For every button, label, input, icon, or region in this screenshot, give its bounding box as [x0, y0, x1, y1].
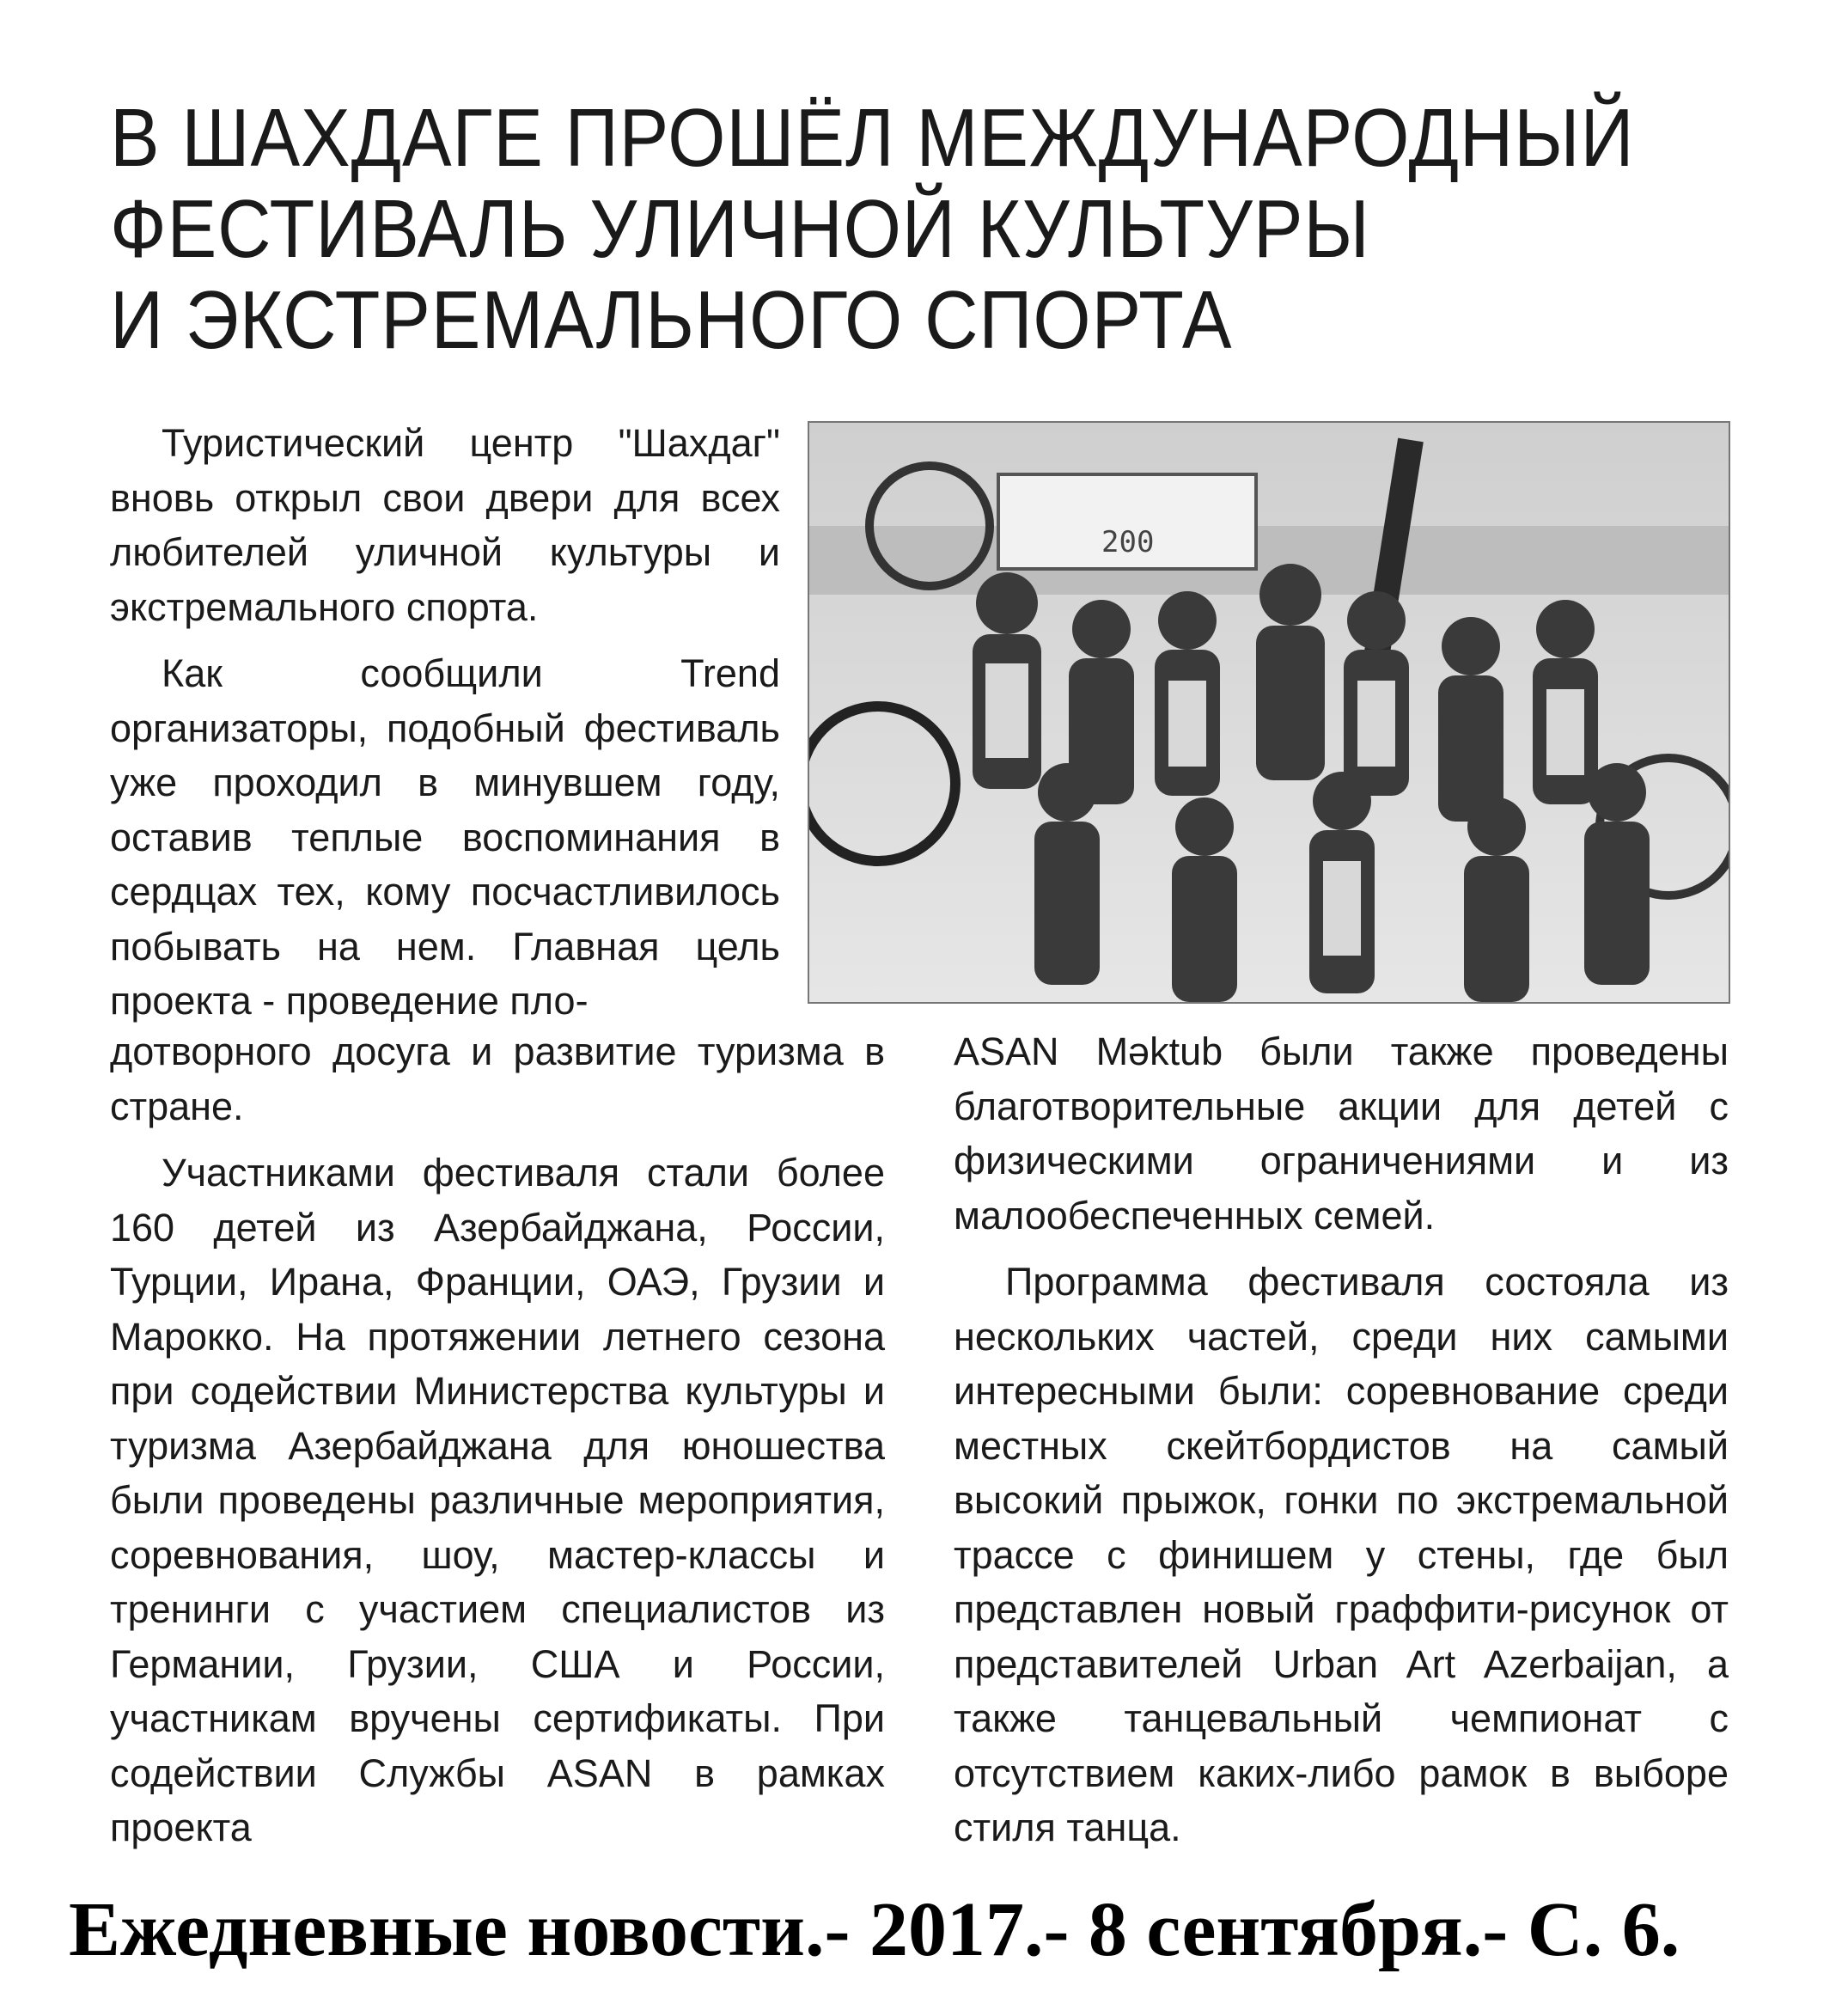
headline — [110, 92, 1635, 366]
headline-line-3: И ЭКСТРЕМАЛЬНОГО СПОРТА — [110, 274, 1233, 366]
source-citation: Ежедневные новости.- 2017.- 8 сентября.- С. 6. — [69, 1887, 1680, 1972]
paragraph-program: Программа фестиваля состояла из нескольких частей, среди них самыми интересными были: соревнование среди местных скейтбордистов на самый высокий прыжок, гонки по экстремальной трассе с финишем у стены, где был представлен новый граффити-рисунок от представителей Urban Art Azerbaijan, а также танцевальный чемпионат с отсутствием каких-либо рамок в выборе стиля танца. — [954, 1260, 1729, 1849]
headline-line-1: В ШАХДАГЕ ПРОШЁЛ МЕЖДУНАРОДНЫЙ — [110, 92, 1635, 184]
paragraph-organizers: Как сообщили Trend организаторы, подобный фестиваль уже проходил в минувшем году, оставив теплые воспоминания в сердцах тех, кому посчастливилось побывать на нем. Главная цель проекта - проведение пло- — [110, 651, 780, 1023]
festival-photo — [808, 421, 1730, 1004]
article-column-left-top — [110, 416, 780, 1029]
headline-line-2: ФЕСТИВАЛЬ УЛИЧНОЙ КУЛЬТУРЫ — [110, 183, 1370, 275]
paragraph-organizers-continued: дотворного досуга и развитие туризма в стране. — [110, 1030, 885, 1128]
paragraph-intro: Туристический центр "Шахдаг" вновь открыл свои двери для всех любителей уличной культуры и экстремального спорта. — [110, 421, 780, 629]
paragraph-participants: Участниками фестиваля стали более 160 детей из Азербайджана, России, Турции, Ирана, Франции, ОАЭ, Грузии и Марокко. На протяжении летнего сезона при содействии Министерства культуры и туризма Азербайджана для юношества были проведены различные мероприятия, соревнования, шоу, мастер-классы и тренинги с участием специалистов из Германии, Грузии, США и России, участникам вручены сертификаты. При содействии Службы ASAN в рамках проекта — [110, 1151, 885, 1849]
photo-sign-text: 200 — [1101, 525, 1155, 559]
paragraph-participants-continued: ASAN Məktub были также проведены благотворительные акции для детей с физическими ограничениями и из малообеспеченных семей. — [954, 1030, 1729, 1237]
article-column-left-bottom — [110, 1024, 885, 1855]
festival-photo-image — [809, 423, 1729, 1002]
article-column-right — [954, 1024, 1729, 1855]
